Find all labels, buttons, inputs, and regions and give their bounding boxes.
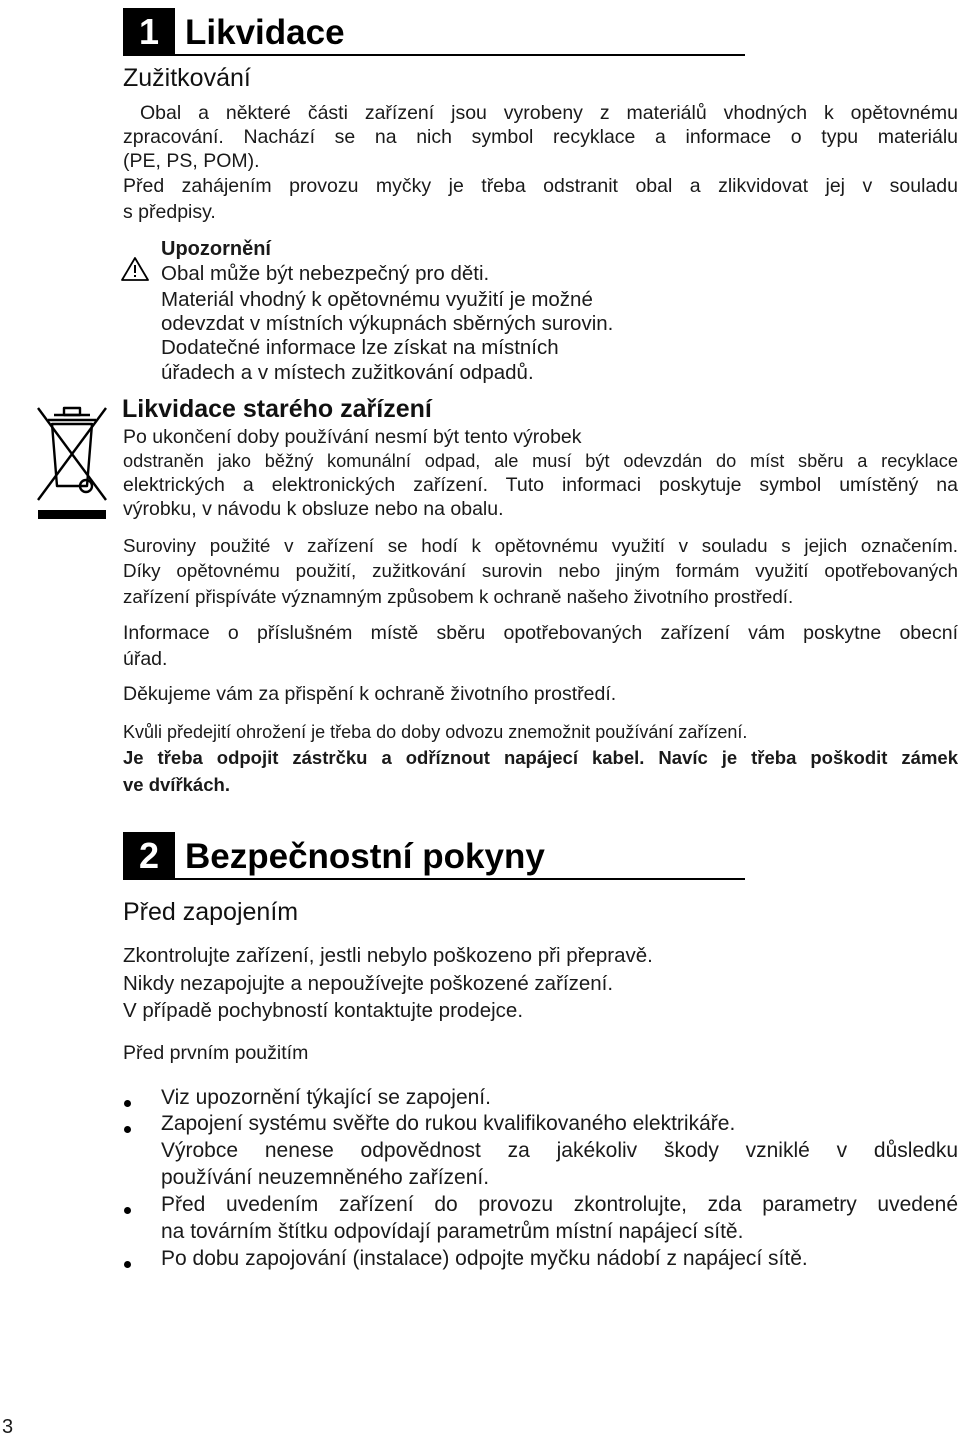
bullet-dot — [124, 1261, 131, 1268]
recycling-paragraph-line: zpracování. Nachází se na nich symbol recyklace a informace o typu materiálu — [123, 126, 958, 148]
bullet-text: Před uvedením zařízení do provozu zkontrolujte, zda parametry uvedené — [161, 1193, 958, 1216]
check-line: Zkontrolujte zařízení, jestli nebylo poškozeno při přepravě. — [123, 944, 653, 967]
recycling-paragraph-line: Před zahájením provozu myčky je třeba odstranit obal a zlikvidovat jej v souladu — [123, 175, 958, 197]
bullet-dot — [124, 1207, 131, 1214]
warning-line: Obal může být nebezpečný pro děti. — [161, 262, 490, 285]
first-use-heading: Před prvním použitím — [123, 1042, 309, 1064]
disposal-para1-line: odstraněn jako běžný komunální odpad, ale musí být odevzdán do míst sběru a recyklace — [123, 451, 958, 471]
section-title: Bezpečnostní pokyny — [185, 837, 545, 876]
bullet-dot — [124, 1126, 131, 1133]
section-rule — [175, 54, 745, 56]
warning-line: úřadech a v místech zužitkování odpadů. — [161, 361, 534, 384]
bullet-text: Zapojení systému svěřte do rukou kvalifikovaného elektrikáře. — [161, 1112, 736, 1135]
bullet-text: Viz upozornění týkající se zapojení. — [161, 1086, 491, 1109]
bullet-dot — [124, 1100, 131, 1107]
check-line: Nikdy nezapojujte a nepoužívejte poškozené zařízení. — [123, 972, 614, 995]
section-title: Likvidace — [185, 13, 345, 52]
check-line: V případě pochybností kontaktujte prodejce. — [123, 999, 524, 1022]
bullet-text: Po dobu zapojování (instalace) odpojte myčku nádobí z napájecí sítě. — [161, 1247, 808, 1270]
recycling-paragraph-line: s předpisy. — [123, 201, 216, 223]
bullet-text: používání neuzemněného zařízení. — [161, 1166, 490, 1189]
section-number: 2 — [123, 832, 175, 880]
recycling-paragraph-line: (PE, PS, POM). — [123, 150, 260, 172]
disposal-para3-line: úřad. — [123, 648, 168, 670]
section-rule — [175, 878, 745, 880]
disposal-para3-line: Informace o příslušném místě sběru opotřebovaných zařízení vám poskytne obecní — [123, 622, 958, 644]
disposal-para4: Děkujeme vám za přispění k ochraně životního prostředí. — [123, 683, 617, 705]
disposal-para2-line: Suroviny použité v zařízení se hodí k opětovnému využití v souladu s jejich označením. — [123, 535, 958, 556]
subsection-title: Zužitkování — [123, 64, 251, 92]
disposal-para5: Kvůli předejití ohrožení je třeba do doby odvozu znemožnit používání zařízení. — [123, 722, 748, 742]
disposal-para6-bold: Je třeba odpojit zástrčku a odříznout napájecí kabel. Navíc je třeba poškodit zámek — [123, 747, 958, 768]
crossed-bin-icon — [34, 402, 110, 520]
warning-title: Upozornění — [161, 238, 271, 260]
page-number: 3 — [2, 1416, 14, 1438]
bullet-text: na továrním štítku odpovídají parametrům místní napájecí sítě. — [161, 1220, 744, 1243]
disposal-para1-line: Po ukončení doby používání nesmí být tento výrobek — [123, 426, 582, 448]
bullet-text: Výrobce nenese odpovědnost za jakékoliv škody vzniklé v důsledku — [161, 1139, 958, 1162]
subsection-title: Před zapojením — [123, 898, 299, 926]
warning-line: Dodatečné informace lze získat na místních — [161, 336, 559, 359]
disposal-para2-line: zařízení přispíváte významným způsobem k ochraně našeho životního prostředí. — [123, 586, 794, 607]
disposal-para1-line: výrobku, v návodu k obsluze nebo na obalu. — [123, 498, 504, 520]
disposal-para2-line: Díky opětovnému použití, zužitkování surovin nebo jiným formám využití opotřebovaných — [123, 560, 958, 581]
disposal-title: Likvidace starého zařízení — [122, 395, 432, 423]
section-number: 1 — [123, 8, 175, 56]
disposal-para1-line: elektrických a elektronických zařízení. Tuto informaci poskytuje symbol umístěný na — [123, 474, 958, 496]
warning-triangle-icon — [120, 256, 150, 282]
disposal-para6-bold: ve dvířkách. — [123, 774, 230, 795]
recycling-paragraph-line: Obal a některé části zařízení jsou vyrobeny z materiálů vhodných k opětovnému — [140, 102, 958, 124]
warning-line: Materiál vhodný k opětovnému využití je možné — [161, 288, 593, 311]
warning-line: odevzdat v místních výkupnách sběrných surovin. — [161, 312, 614, 335]
